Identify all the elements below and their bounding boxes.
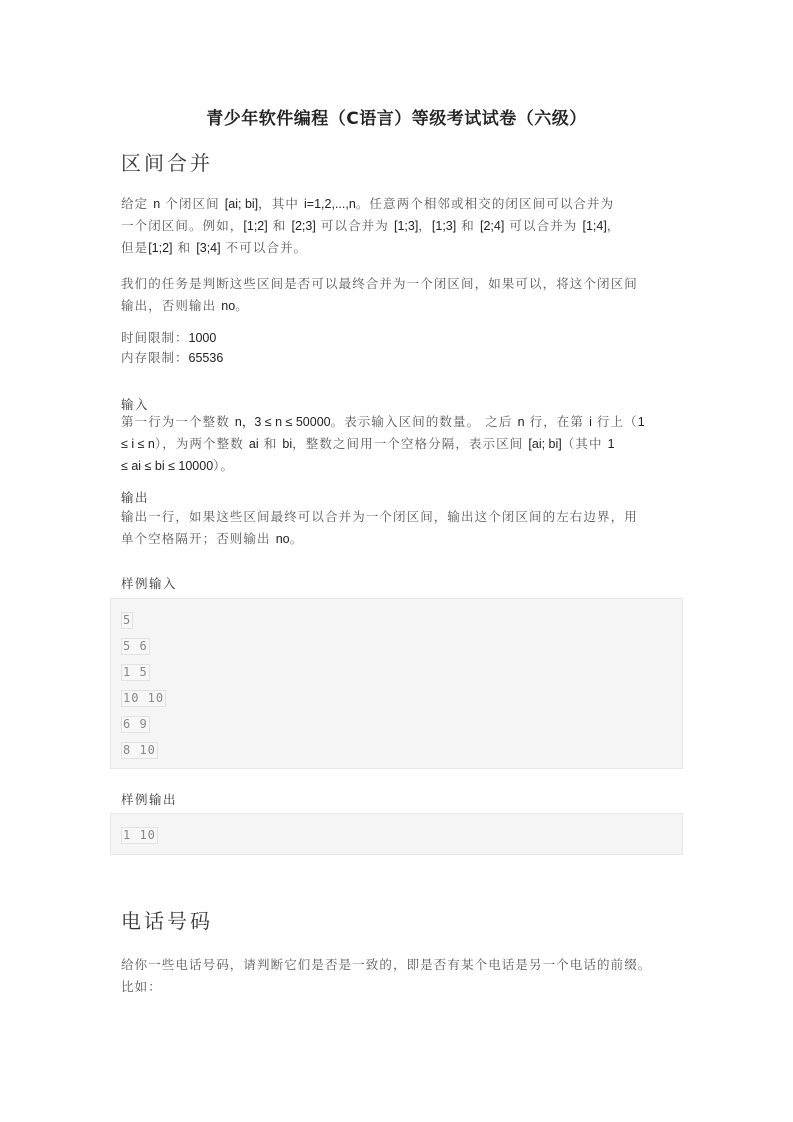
problem1-task bbox=[121, 273, 677, 317]
problem1-task-line2: 输出，否则输出 no。 bbox=[121, 298, 249, 313]
sample-input-line: 10 10 bbox=[123, 691, 165, 705]
input-line3: ≤ ai ≤ bi ≤ 10000）。 bbox=[121, 458, 235, 473]
problem1-description bbox=[121, 193, 677, 259]
problem2-desc-line1: 给你一些电话号码，请判断它们是否是一致的，即是否有某个电话是另一个电话的前缀。 bbox=[121, 957, 652, 972]
problem2-heading: 电话号码 bbox=[121, 909, 213, 933]
sample-output-heading: 样例输出 bbox=[121, 792, 178, 807]
input-line2: ≤ i ≤ n），为两个整数 ai 和 bi，整数之间用一个空格分隔，表示区间 [ai; bi]（其中 1 bbox=[121, 436, 615, 451]
problem1-task-line1: 我们的任务是判断这些区间是否可以最终合并为一个闭区间，如果可以，将这个闭区间 bbox=[121, 276, 638, 291]
document-title: 青少年软件编程（C语言）等级考试试卷（六级） bbox=[206, 109, 587, 129]
problem2-description bbox=[121, 954, 677, 998]
time-limit: 时间限制：1000 bbox=[121, 330, 217, 345]
sample-input-line: 5 bbox=[123, 613, 132, 627]
sample-input-line: 5 6 bbox=[123, 639, 148, 653]
sample-input-box bbox=[110, 598, 683, 769]
input-line1: 第一行为一个整数 n，3 ≤ n ≤ 50000。表示输入区间的数量。 之后 n 行，在第 i 行上（1 bbox=[121, 414, 645, 429]
problem1-heading: 区间合并 bbox=[121, 151, 213, 175]
sample-input-heading: 样例输入 bbox=[121, 576, 178, 591]
sample-input-line: 8 10 bbox=[123, 743, 156, 757]
problem1-limits bbox=[121, 328, 223, 368]
output-line1: 输出一行，如果这些区间最终可以合并为一个闭区间，输出这个闭区间的左右边界，用 bbox=[121, 509, 638, 524]
problem1-desc-line1: 给定 n 个闭区间 [ai; bi]，其中 i=1,2,...,n。任意两个相邻或相交的闭区间可以合并为 bbox=[121, 196, 615, 211]
output-description bbox=[121, 506, 677, 550]
sample-output-box bbox=[110, 813, 683, 855]
input-heading: 输入 bbox=[121, 397, 150, 412]
problem1-desc-line2: 一个闭区间。例如，[1;2] 和 [2;3] 可以合并为 [1;3]，[1;3] 和 [2;4] 可以合并为 [1;4]， bbox=[121, 218, 621, 233]
problem1-desc-line3: 但是[1;2] 和 [3;4] 不可以合并。 bbox=[121, 240, 308, 255]
input-description bbox=[121, 411, 677, 477]
sample-output-line: 1 10 bbox=[123, 828, 156, 842]
memory-limit: 内存限制：65536 bbox=[121, 350, 224, 365]
sample-input-line: 1 5 bbox=[123, 665, 148, 679]
output-line2: 单个空格隔开；否则输出 no。 bbox=[121, 531, 304, 546]
sample-input-line: 6 9 bbox=[123, 717, 148, 731]
problem2-desc-line2: 比如： bbox=[121, 979, 162, 994]
output-heading: 输出 bbox=[121, 490, 150, 505]
